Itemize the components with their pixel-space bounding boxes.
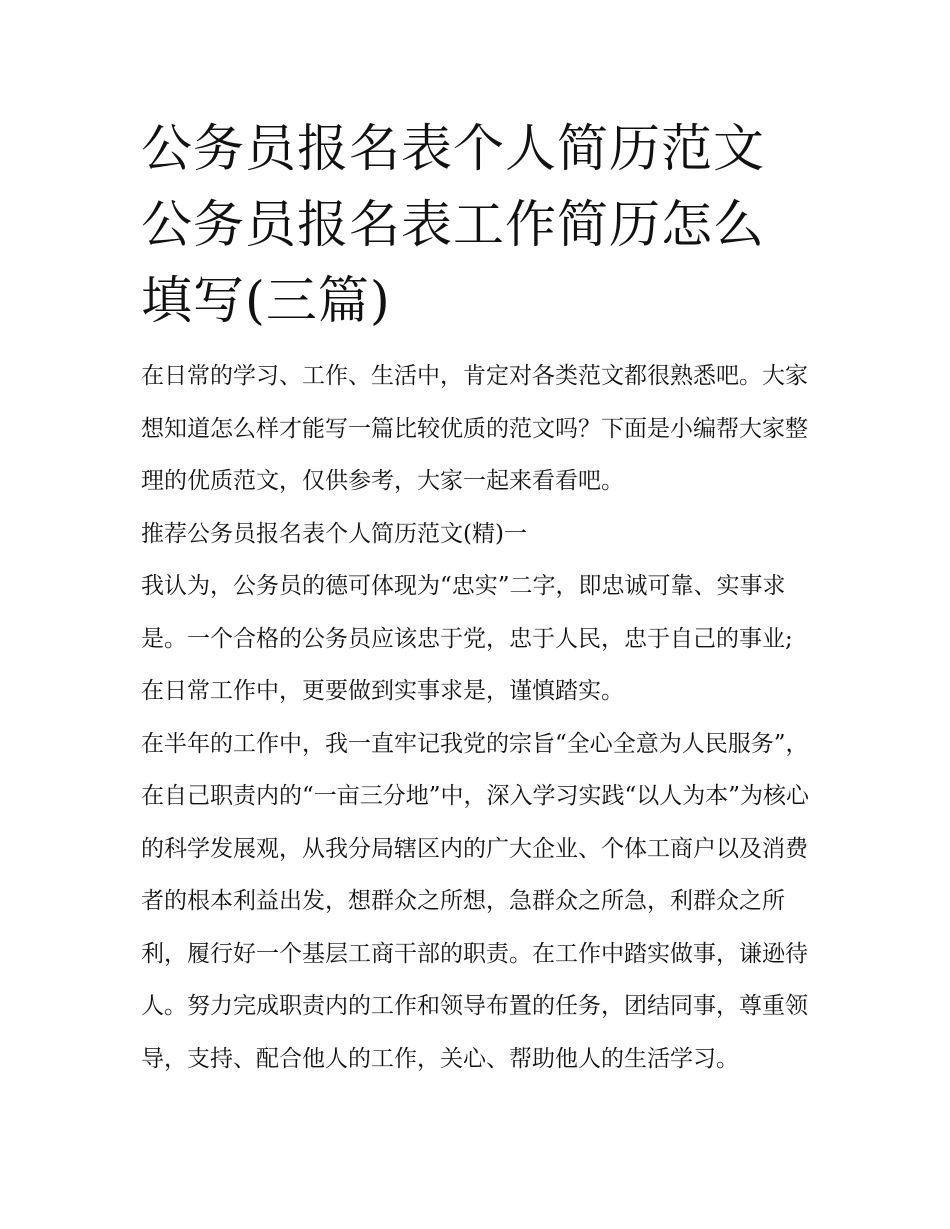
document-body — [141, 350, 813, 1085]
section-heading: 推荐公务员报名表个人简历范文(精)一 — [141, 520, 527, 547]
body-paragraph: 在半年的工作中，我一直牢记我党的宗旨“全心全意为人民服务”，在自己职责内的“一亩三分地”中，深入学习实践“以人为本”为核心的科学发展观，从我分局辖区内的广大企业、个体工商户以及消费者的根本利益出发，想群众之所想，急群众之所急，利群众之所利，履行好一个基层工商干部的职责。在工作中踏实做事，谦逊待人。努力完成职责内的工作和领导布置的任务，团结同事，尊重领导，支持、配合他人的工作，关心、帮助他人的生活学习。 — [141, 730, 810, 1072]
document-page — [141, 112, 813, 1085]
body-paragraph: 我认为，公务员的德可体现为“忠实”二字，即忠诚可靠、实事求是。一个合格的公务员应该忠于党，忠于人民，忠于自己的事业;在日常工作中，更要做到实事求是，谨慎踏实。 — [141, 573, 793, 704]
intro-paragraph: 在日常的学习、工作、生活中，肯定对各类范文都很熟悉吧。大家想知道怎么样才能写一篇比较优质的范文吗？下面是小编帮大家整理的优质范文，仅供参考，大家一起来看看吧。 — [141, 363, 808, 494]
document-title: 公务员报名表个人简历范文 公务员报名表工作简历怎么填写(三篇) — [141, 120, 766, 331]
